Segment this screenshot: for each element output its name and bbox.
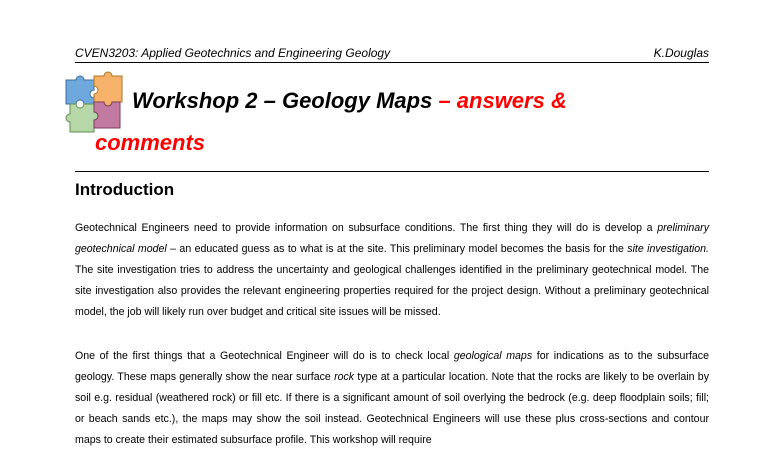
header-course: CVEN3203: Applied Geotechnics and Engineering Geology bbox=[75, 46, 391, 60]
emphasis-text: geological maps bbox=[453, 350, 533, 362]
title-highlight-continued: comments bbox=[95, 130, 206, 155]
title-main: Workshop 2 – Geology Maps bbox=[132, 88, 433, 113]
title-divider bbox=[75, 171, 709, 172]
paragraph-text: – an educated guess as to what is at the site. This preliminary model becomes the basis for the bbox=[166, 243, 628, 255]
puzzle-pieces-icon bbox=[62, 70, 126, 136]
title-highlight: – answers & bbox=[432, 88, 567, 113]
paragraph-text: type at a particular location. Note that the rocks are likely to be overlain by soil e.g. residual (weathered rock) or fill etc. If there is a significant amount of soil overlying the bedrock (e.g. deep floodplain soils; fill; or beach sands etc.), the maps may show the soil instead. Geotechnical Engineers will use these plus cross-sections and contour maps to create their estimated subsurface profile. This workshop will require bbox=[75, 371, 709, 446]
emphasis-text: rock bbox=[334, 371, 355, 383]
paragraph-text: The site investigation tries to address the uncertainty and geological challenges identified in the preliminary geotechnical model. The site investigation also provides the relevant engineering properties required for the project design. Without a preliminary geotechnical model, the job will likely run over budget and critical site issues will be missed. bbox=[75, 264, 709, 318]
section-heading: Introduction bbox=[75, 180, 175, 199]
header-divider bbox=[75, 62, 709, 63]
paragraph-geology-maps bbox=[75, 346, 709, 451]
paragraph-text: for indications as to the subsurface geology. These maps generally show the near surface bbox=[75, 350, 709, 383]
page-title bbox=[132, 88, 567, 114]
emphasis-text: site investigation. bbox=[627, 243, 709, 255]
header-author: K.Douglas bbox=[653, 46, 709, 60]
paragraph-intro bbox=[75, 218, 709, 323]
emphasis-text: preliminary geotechnical model bbox=[75, 222, 709, 255]
paragraph-text: Geotechnical Engineers need to provide information on subsurface conditions. The first thing they will do is develop a bbox=[75, 222, 658, 234]
paragraph-text: One of the first things that a Geotechnical Engineer will do is to check local bbox=[75, 350, 454, 362]
